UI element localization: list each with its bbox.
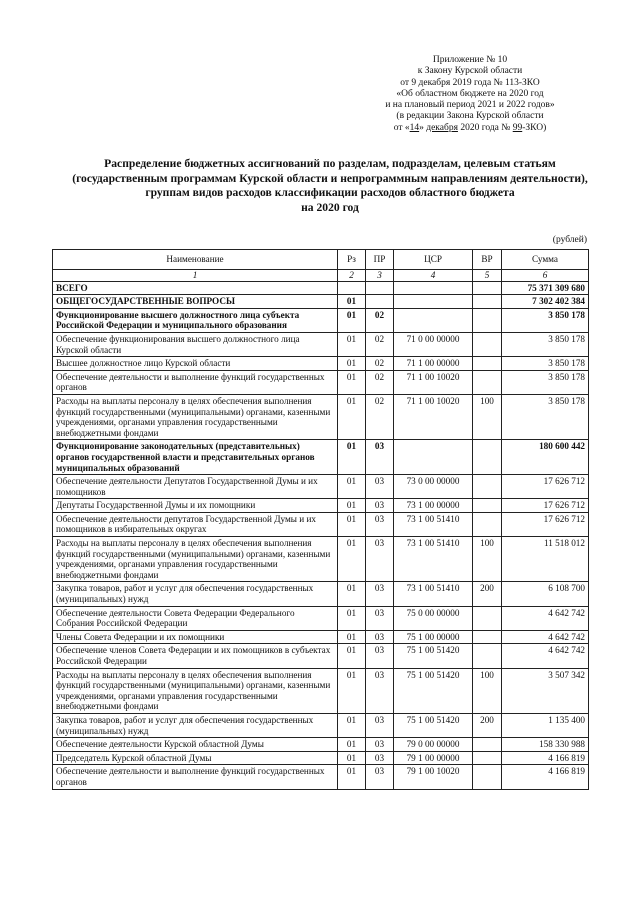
cell-name: Председатель Курской областной Думы bbox=[53, 751, 338, 765]
table-row bbox=[53, 537, 589, 582]
cell-vr bbox=[473, 475, 502, 499]
annex-line: «Об областном бюджете на 2020 год bbox=[396, 88, 544, 99]
cell-rz: 01 bbox=[338, 668, 366, 713]
cell-sum: 3 850 178 bbox=[502, 370, 589, 394]
cell-name: Расходы на выплаты персоналу в целях обеспечения выполнения функций государственными (муниципальными) органами, казенными учреждениями, органами управления государственными внебюджетными фондами bbox=[53, 537, 338, 582]
cell-sum: 11 518 012 bbox=[502, 537, 589, 582]
annex-line: к Закону Курской области bbox=[417, 66, 523, 77]
cell-sum: 7 302 402 384 bbox=[502, 295, 589, 309]
col-number: 3 bbox=[366, 270, 394, 282]
table-row bbox=[53, 751, 589, 765]
document-title bbox=[40, 157, 620, 215]
cell-vr bbox=[473, 738, 502, 752]
cell-sum: 158 330 988 bbox=[502, 738, 589, 752]
cell-vr bbox=[473, 281, 502, 295]
col-header-sum: Сумма bbox=[502, 250, 589, 270]
cell-sum: 3 507 342 bbox=[502, 668, 589, 713]
cell-sum: 75 371 309 680 bbox=[502, 281, 589, 295]
cell-name: Функционирование законодательных (представительных) органов государственной власти и представительных органов муниципальных образований bbox=[53, 440, 338, 475]
cell-name: Обеспечение деятельности депутатов Государственной Думы и их помощников в избирательных округах bbox=[53, 512, 338, 536]
cell-name: Обеспечение деятельности Курской областной Думы bbox=[53, 738, 338, 752]
annex-line: Приложение № 10 bbox=[432, 55, 508, 65]
header-row bbox=[53, 250, 589, 270]
cell-name: Закупка товаров, работ и услуг для обеспечения государственных (муниципальных) нужд bbox=[53, 713, 338, 737]
cell-sum: 17 626 712 bbox=[502, 475, 589, 499]
cell-vr bbox=[473, 751, 502, 765]
cell-pr: 03 bbox=[366, 738, 394, 752]
table-row bbox=[53, 295, 589, 309]
cell-rz: 01 bbox=[338, 370, 366, 394]
cell-csr: 71 1 00 00000 bbox=[394, 357, 473, 371]
cell-sum: 4 166 819 bbox=[502, 765, 589, 789]
cell-vr: 200 bbox=[473, 582, 502, 606]
table-row bbox=[53, 765, 589, 789]
cell-sum: 4 642 742 bbox=[502, 630, 589, 644]
cell-csr: 79 1 00 00000 bbox=[394, 751, 473, 765]
table-row bbox=[53, 644, 589, 668]
cell-vr bbox=[473, 644, 502, 668]
table-row bbox=[53, 332, 589, 356]
cell-pr: 03 bbox=[366, 765, 394, 789]
cell-rz: 01 bbox=[338, 644, 366, 668]
cell-csr: 75 1 00 51420 bbox=[394, 668, 473, 713]
cell-vr bbox=[473, 499, 502, 513]
cell-pr: 03 bbox=[366, 475, 394, 499]
cell-rz: 01 bbox=[338, 440, 366, 475]
cell-csr: 75 1 00 00000 bbox=[394, 630, 473, 644]
table-row bbox=[53, 668, 589, 713]
cell-name: Расходы на выплаты персоналу в целях обеспечения выполнения функций государственными (муниципальными) органами, казенными учреждениями, органами управления государственными внебюджетными фондами bbox=[53, 668, 338, 713]
cell-csr bbox=[394, 308, 473, 332]
cell-rz: 01 bbox=[338, 295, 366, 309]
cell-vr bbox=[473, 765, 502, 789]
col-number: 2 bbox=[338, 270, 366, 282]
table-row bbox=[53, 281, 589, 295]
date-suffix: -ЗКО) bbox=[522, 122, 547, 133]
col-header-name: Наименование bbox=[53, 250, 338, 270]
date-mid: » bbox=[419, 122, 427, 133]
date-day: 14 bbox=[409, 122, 420, 133]
cell-name: Функционирование высшего должностного лица субъекта Российской Федерации и муниципального образования bbox=[53, 308, 338, 332]
annex-line: и на плановый период 2021 и 2022 годов» bbox=[385, 100, 555, 111]
cell-sum: 3 850 178 bbox=[502, 357, 589, 371]
date-month: декабря bbox=[426, 122, 458, 133]
cell-name: Члены Совета Федерации и их помощники bbox=[53, 630, 338, 644]
cell-pr: 02 bbox=[366, 394, 394, 439]
cell-rz: 01 bbox=[338, 537, 366, 582]
law-number: 99 bbox=[512, 122, 523, 133]
cell-pr: 03 bbox=[366, 644, 394, 668]
cell-vr bbox=[473, 357, 502, 371]
table-body bbox=[53, 281, 589, 789]
cell-pr: 03 bbox=[366, 606, 394, 630]
budget-table bbox=[52, 249, 589, 790]
cell-csr: 75 1 00 51420 bbox=[394, 713, 473, 737]
cell-sum: 4 642 742 bbox=[502, 606, 589, 630]
title-line: группам видов расходов классификации расходов областного бюджета bbox=[145, 186, 515, 200]
cell-name: Закупка товаров, работ и услуг для обеспечения государственных (муниципальных) нужд bbox=[53, 582, 338, 606]
table-row bbox=[53, 440, 589, 475]
cell-csr: 71 1 00 10020 bbox=[394, 394, 473, 439]
cell-csr: 73 1 00 51410 bbox=[394, 512, 473, 536]
cell-pr: 03 bbox=[366, 713, 394, 737]
cell-vr: 100 bbox=[473, 394, 502, 439]
cell-pr: 03 bbox=[366, 582, 394, 606]
col-number: 6 bbox=[502, 270, 589, 282]
cell-csr: 73 1 00 51410 bbox=[394, 537, 473, 582]
cell-rz: 01 bbox=[338, 765, 366, 789]
table-row bbox=[53, 630, 589, 644]
cell-vr bbox=[473, 630, 502, 644]
cell-csr: 73 1 00 00000 bbox=[394, 499, 473, 513]
cell-rz: 01 bbox=[338, 606, 366, 630]
cell-rz: 01 bbox=[338, 499, 366, 513]
col-header-rz: Рз bbox=[338, 250, 366, 270]
table-row bbox=[53, 394, 589, 439]
cell-sum: 4 642 742 bbox=[502, 644, 589, 668]
annex-line: от 9 декабря 2019 года № 113-ЗКО bbox=[400, 77, 540, 88]
table-row bbox=[53, 475, 589, 499]
cell-pr: 02 bbox=[366, 332, 394, 356]
col-number: 1 bbox=[53, 270, 338, 282]
units-label: (рублей) bbox=[552, 235, 587, 245]
cell-vr: 100 bbox=[473, 537, 502, 582]
cell-csr bbox=[394, 281, 473, 295]
cell-pr: 02 bbox=[366, 357, 394, 371]
cell-pr: 03 bbox=[366, 630, 394, 644]
cell-vr bbox=[473, 308, 502, 332]
cell-sum: 1 135 400 bbox=[502, 713, 589, 737]
cell-sum: 17 626 712 bbox=[502, 512, 589, 536]
annex-header bbox=[360, 55, 580, 134]
table-row bbox=[53, 308, 589, 332]
table-row bbox=[53, 606, 589, 630]
column-number-row bbox=[53, 270, 589, 282]
cell-csr: 73 1 00 51410 bbox=[394, 582, 473, 606]
cell-name: Обеспечение деятельности и выполнение функций государственных органов bbox=[53, 765, 338, 789]
cell-name: Обеспечение деятельности Депутатов Государственной Думы и их помощников bbox=[53, 475, 338, 499]
cell-vr: 100 bbox=[473, 668, 502, 713]
cell-sum: 3 850 178 bbox=[502, 332, 589, 356]
table-row bbox=[53, 357, 589, 371]
cell-vr bbox=[473, 512, 502, 536]
table-row bbox=[53, 713, 589, 737]
cell-name: Обеспечение членов Совета Федерации и их помощников в субъектах Российской Федерации bbox=[53, 644, 338, 668]
cell-csr: 79 0 00 00000 bbox=[394, 738, 473, 752]
cell-csr: 79 1 00 10020 bbox=[394, 765, 473, 789]
cell-vr: 200 bbox=[473, 713, 502, 737]
table-row bbox=[53, 499, 589, 513]
cell-rz: 01 bbox=[338, 332, 366, 356]
cell-name: Обеспечение функционирования высшего должностного лица Курской области bbox=[53, 332, 338, 356]
cell-rz bbox=[338, 281, 366, 295]
col-header-csr: ЦСР bbox=[394, 250, 473, 270]
table-row bbox=[53, 738, 589, 752]
cell-pr: 03 bbox=[366, 668, 394, 713]
title-line: (государственным программам Курской области и непрограммным направлениям деятельности), bbox=[72, 171, 588, 185]
cell-pr: 03 bbox=[366, 751, 394, 765]
cell-rz: 01 bbox=[338, 713, 366, 737]
cell-name: Расходы на выплаты персоналу в целях обеспечения выполнения функций государственными (муниципальными) органами, казенными учреждениями, органами управления государственными внебюджетными фондами bbox=[53, 394, 338, 439]
col-header-pr: ПР bbox=[366, 250, 394, 270]
cell-csr bbox=[394, 295, 473, 309]
annex-line: (в редакции Закона Курской области bbox=[396, 111, 544, 122]
cell-pr bbox=[366, 295, 394, 309]
col-header-vr: ВР bbox=[473, 250, 502, 270]
cell-name: Обеспечение деятельности Совета Федерации Федерального Собрания Российской Федерации bbox=[53, 606, 338, 630]
date-year: 2020 года № bbox=[457, 122, 513, 133]
cell-name: Депутаты Государственной Думы и их помощники bbox=[53, 499, 338, 513]
cell-name: ВСЕГО bbox=[53, 281, 338, 295]
cell-vr bbox=[473, 606, 502, 630]
col-number: 5 bbox=[473, 270, 502, 282]
title-line: Распределение бюджетных ассигнований по разделам, подразделам, целевым статьям bbox=[104, 157, 556, 170]
cell-pr: 03 bbox=[366, 537, 394, 582]
cell-vr bbox=[473, 295, 502, 309]
title-line: на 2020 год bbox=[301, 200, 359, 214]
cell-sum: 3 850 178 bbox=[502, 394, 589, 439]
cell-pr bbox=[366, 281, 394, 295]
cell-csr bbox=[394, 440, 473, 475]
cell-rz: 01 bbox=[338, 630, 366, 644]
cell-pr: 03 bbox=[366, 512, 394, 536]
cell-name: Высшее должностное лицо Курской области bbox=[53, 357, 338, 371]
table-row bbox=[53, 370, 589, 394]
col-number: 4 bbox=[394, 270, 473, 282]
annex-date-line bbox=[360, 123, 580, 134]
cell-pr: 02 bbox=[366, 308, 394, 332]
cell-sum: 3 850 178 bbox=[502, 308, 589, 332]
cell-csr: 71 0 00 00000 bbox=[394, 332, 473, 356]
cell-rz: 01 bbox=[338, 582, 366, 606]
cell-rz: 01 bbox=[338, 738, 366, 752]
cell-vr bbox=[473, 332, 502, 356]
cell-name: Обеспечение деятельности и выполнение функций государственных органов bbox=[53, 370, 338, 394]
table-row bbox=[53, 582, 589, 606]
cell-csr: 73 0 00 00000 bbox=[394, 475, 473, 499]
cell-sum: 17 626 712 bbox=[502, 499, 589, 513]
cell-name: ОБЩЕГОСУДАРСТВЕННЫЕ ВОПРОСЫ bbox=[53, 295, 338, 309]
cell-sum: 4 166 819 bbox=[502, 751, 589, 765]
cell-rz: 01 bbox=[338, 751, 366, 765]
cell-rz: 01 bbox=[338, 394, 366, 439]
cell-rz: 01 bbox=[338, 308, 366, 332]
cell-vr bbox=[473, 370, 502, 394]
table-row bbox=[53, 512, 589, 536]
cell-sum: 6 108 700 bbox=[502, 582, 589, 606]
cell-csr: 75 1 00 51420 bbox=[394, 644, 473, 668]
cell-rz: 01 bbox=[338, 512, 366, 536]
cell-sum: 180 600 442 bbox=[502, 440, 589, 475]
cell-pr: 03 bbox=[366, 440, 394, 475]
cell-pr: 03 bbox=[366, 499, 394, 513]
cell-pr: 02 bbox=[366, 370, 394, 394]
cell-csr: 71 1 00 10020 bbox=[394, 370, 473, 394]
date-prefix: от « bbox=[393, 122, 410, 133]
cell-csr: 75 0 00 00000 bbox=[394, 606, 473, 630]
cell-rz: 01 bbox=[338, 357, 366, 371]
cell-rz: 01 bbox=[338, 475, 366, 499]
cell-vr bbox=[473, 440, 502, 475]
